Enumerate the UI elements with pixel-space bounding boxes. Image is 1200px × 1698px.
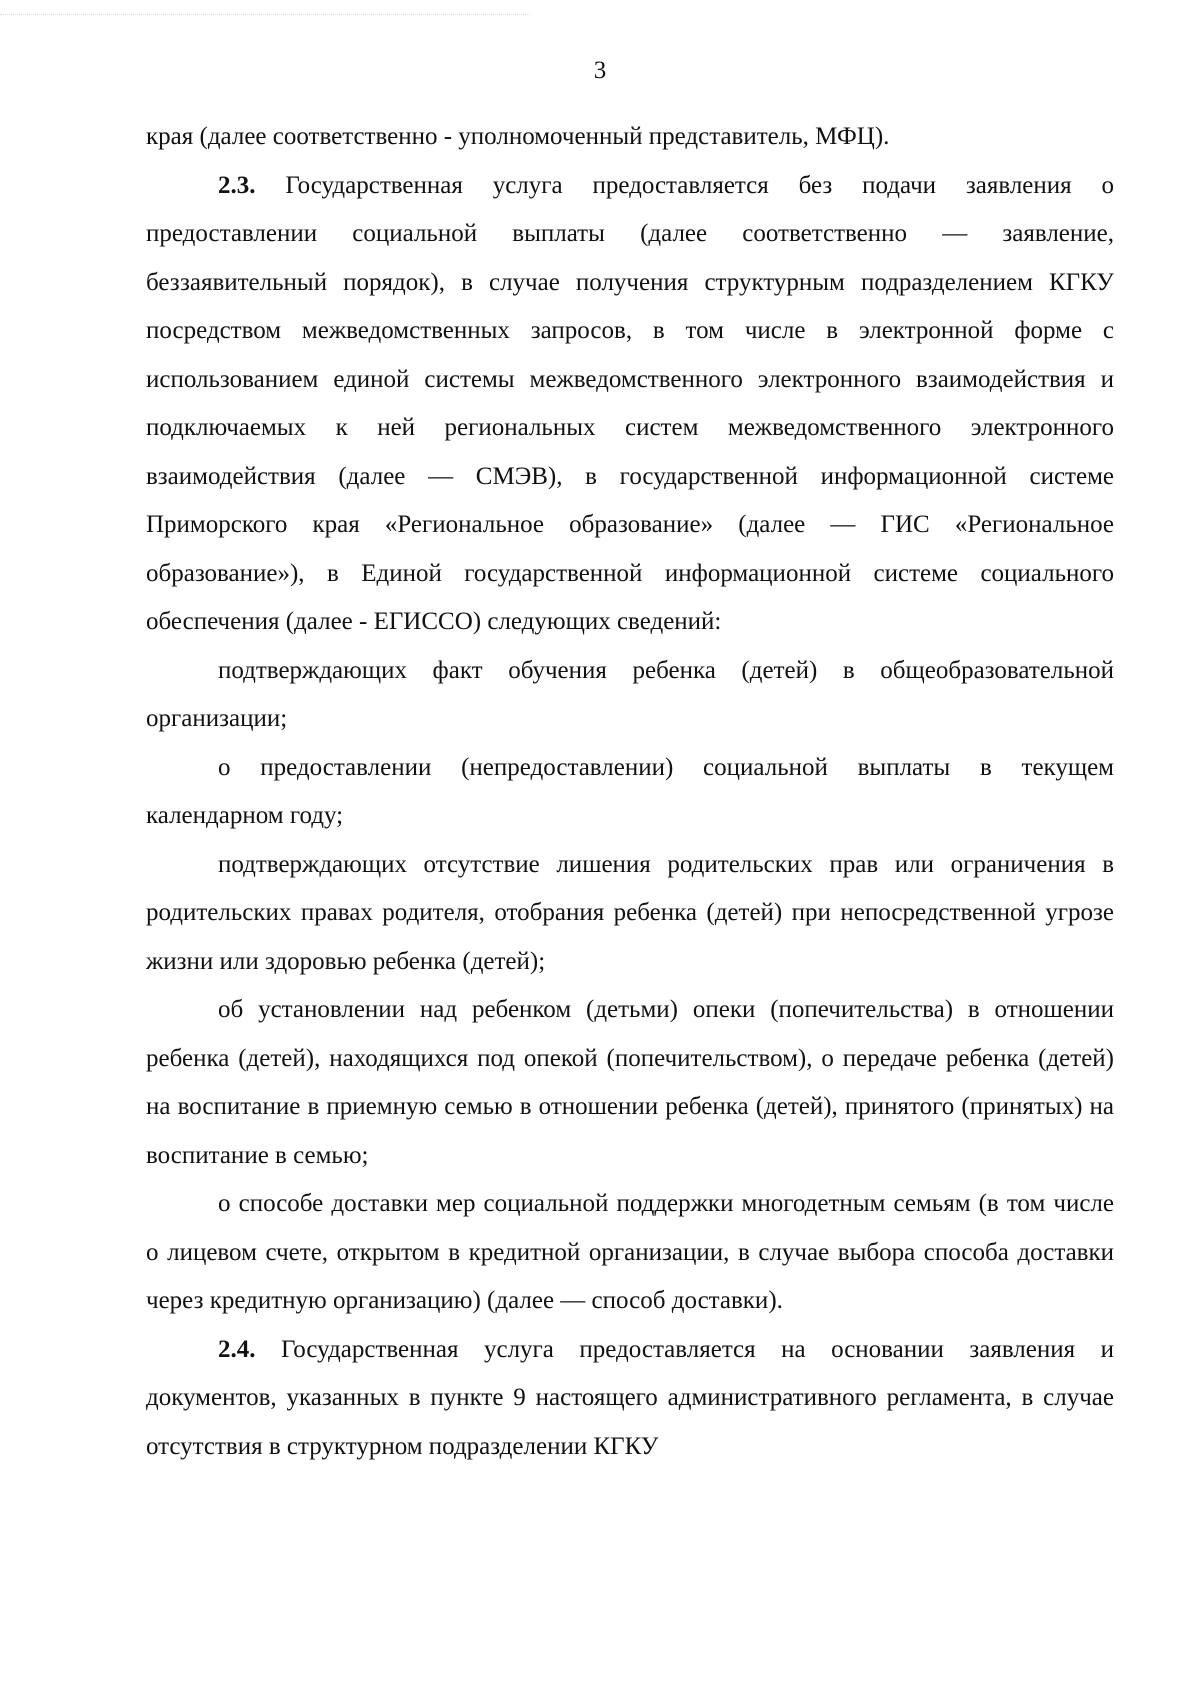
paragraph-continuation xyxy=(146,113,1114,162)
paragraph-text: о способе доставки мер социальной поддержки многодетным семьям (в том числе о лицевом счете, открытом в кредитной организации, в случае выбора способа доставки через кредитную организацию) (далее — способ доставки). xyxy=(146,1190,1114,1314)
paragraph-text: края (далее соответственно - уполномоченный представитель, МФЦ). xyxy=(146,123,890,150)
paragraph-text: о предоставлении (непредоставлении) социальной выплаты в текущем календарном году; xyxy=(146,753,1114,829)
list-item-payment xyxy=(146,744,1114,841)
page-number: 3 xyxy=(593,57,607,84)
list-item-parental-rights xyxy=(146,841,1114,987)
scan-artifact-line xyxy=(0,14,530,17)
clause-number: 2.3. xyxy=(218,171,256,199)
list-item-education xyxy=(146,647,1114,744)
paragraph-text: Государственная услуга предоставляется на основании заявления и документов, указанных в пункте 9 настоящего административного регламента, в случае отсутствия в структурном подразделении КГКУ xyxy=(146,1335,1114,1460)
list-item-guardianship xyxy=(146,986,1114,1180)
clause-number: 2.4. xyxy=(218,1335,256,1363)
paragraph-text: подтверждающих отсутствие лишения родительских прав или ограничения в родительских правах родителя, отобрания ребенка (детей) при непосредственной угрозе жизни или здоровью ребенка (детей); xyxy=(146,850,1114,975)
paragraph-clause-2-3 xyxy=(146,162,1114,647)
paragraph-clause-2-4 xyxy=(146,1326,1114,1472)
paragraph-text: Государственная услуга предоставляется без подачи заявления о предоставлении социальной выплаты (далее соответственно — заявление, беззаявительный порядок), в случае получения структурным подразделением КГКУ посредством межведомственных запросов, в том числе в электронной форме с использованием единой системы межведомственного электронного взаимодействия и подключаемых к ней региональных систем межведомственного электронного взаимодействия (далее — СМЭВ), в государственной информационной системе Приморского края «Региональное образование» (далее — ГИС «Региональное образование»), в Единой государственной информационной системе социального обеспечения (далее - ЕГИССО) следующих сведений: xyxy=(146,171,1114,635)
document-body xyxy=(146,113,1114,1471)
paragraph-text: об установлении над ребенком (детьми) опеки (попечительства) в отношении ребенка (детей), находящихся под опекой (попечительством), о передаче ребенка (детей) на воспитание в приемную семью в отношении ребенка (детей), принятого (принятых) на воспитание в семью; xyxy=(146,996,1114,1169)
list-item-delivery-method xyxy=(146,1180,1114,1326)
paragraph-text: подтверждающих факт обучения ребенка (детей) в общеобразовательной организации; xyxy=(146,656,1114,732)
